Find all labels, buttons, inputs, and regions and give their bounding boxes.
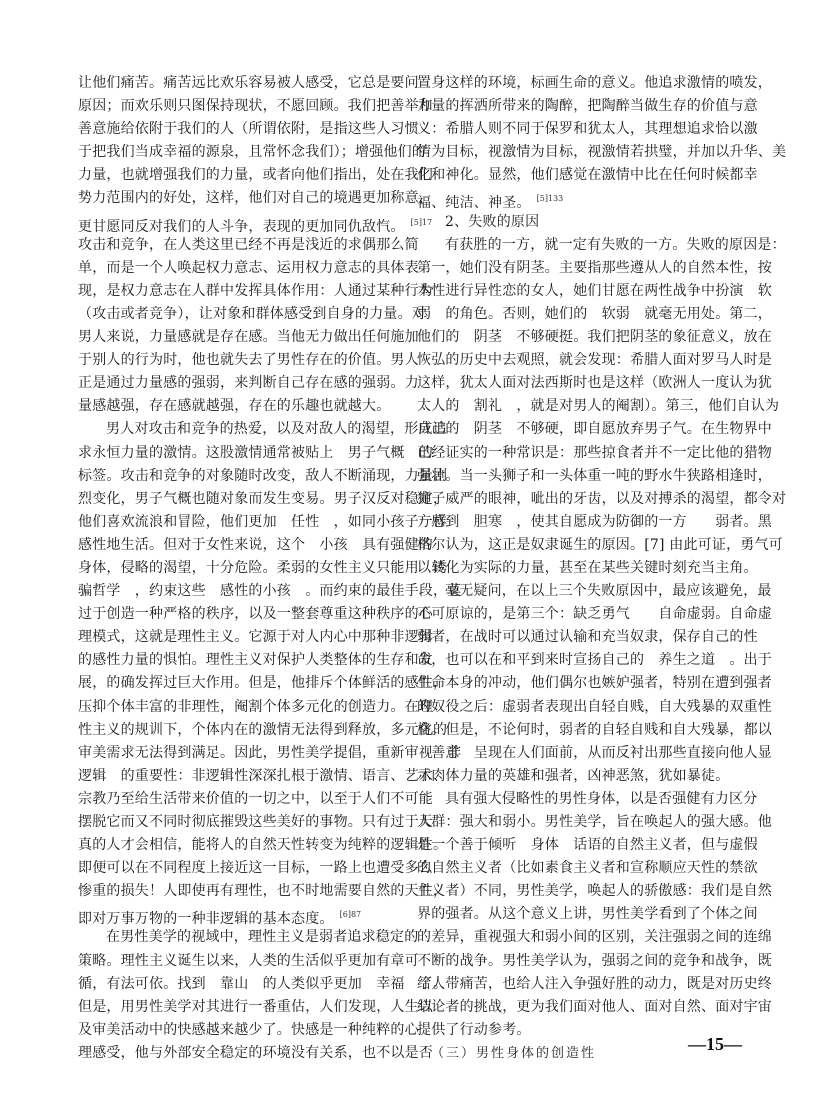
text-line <box>417 672 772 695</box>
line-text: 攻击和竞争，在人类这里已经不再是浅近的求偶那么简 <box>78 236 419 253</box>
line-text: 他们喜欢流浪和冒险，他们更加 任性 ，如同小孩子一样 <box>78 513 448 530</box>
line-text: 具有强大侵略性的男性身体，以是否强健有力区分 <box>445 790 758 807</box>
text-line <box>417 649 772 672</box>
line-text: 力量的挥洒所带来的陶醉，把陶醉当做生存的价值与意 <box>417 98 758 115</box>
text-line <box>417 719 772 742</box>
line-text: 命，也可以在和平到来时宣扬自己的 养生之道 。出于 <box>417 652 772 669</box>
line-text: 格尔认为，这正是奴隶诞生的原因。[7] 由此可证，勇气可 <box>417 536 783 553</box>
line-text: 强壮。当一头狮子和一头体重一吨的野水牛狭路相逢时， <box>417 467 772 484</box>
line-text: 结论者的挑战，更为我们面对他人、面对自然、面对宇宙 <box>417 998 772 1015</box>
citation-superscript: [6]87 <box>339 910 362 920</box>
text-line <box>78 880 448 903</box>
text-line <box>417 303 772 326</box>
text-line <box>417 326 772 349</box>
line-text: 烈变化，男子气概也随对象而发生变易。男子汉反对稳定， <box>78 490 448 507</box>
text-line <box>78 926 419 949</box>
text-line <box>78 164 433 187</box>
text-line <box>78 280 433 303</box>
text-line <box>78 626 433 649</box>
line-text: 给人带痛苦，也给人注入争强好胜的动力，既是对历史终 <box>417 975 772 992</box>
text-line <box>78 488 448 511</box>
text-line <box>417 926 772 949</box>
line-text: 这样，犹太人面对法西斯时也是这样（欧洲人一度认为犹 <box>417 375 772 392</box>
line-text: 男人对攻击和竞争的热爱，以及对敌人的渴望，形成追 <box>106 421 447 438</box>
line-text: 循，有法可依。找到 靠山 的人类似乎更加 幸福 了。 <box>78 975 448 992</box>
line-text: 界的强者。从这个意义上讲，男性美学看到了个体之间 <box>417 906 758 923</box>
text-line <box>417 442 772 465</box>
line-text: 善意 呈现在人们面前，从而反衬出那些直接向他人显 <box>417 744 772 761</box>
line-text: 示肉体力量的英雄和强者，凶神恶煞，犹如暴徒。 <box>417 767 730 784</box>
line-text: 身体，侵略的渴望，十分危险。柔弱的女性主义只能用 诱 <box>78 559 448 576</box>
text-line <box>417 973 772 996</box>
text-line <box>78 1042 433 1065</box>
line-text: 情为目标，视激情为目标，视激情若拱璧，并加以升华、美 <box>417 144 787 161</box>
text-line <box>78 372 419 395</box>
line-text: 审美需求无法得到满足。因此，男性美学提倡，重新审视 非 <box>78 744 462 761</box>
text-line <box>417 465 772 488</box>
text-line <box>417 742 772 765</box>
right-column <box>417 72 787 1065</box>
text-line <box>78 303 426 326</box>
line-text: 有获胜的一方，就一定有失败的一方。失败的原因是： <box>445 236 786 253</box>
text-line <box>78 442 433 465</box>
line-text: 恢弘的历史中去观照，就会发现：希腊人面对罗马人时是 <box>417 352 772 369</box>
line-text: 但是，用男性美学对其进行一番重估，人们发现，人生以 <box>78 998 433 1015</box>
line-text: 原因；而欢乐则只图保持现状，不愿回顾。我们把善举和 <box>78 98 433 115</box>
text-line <box>417 234 786 257</box>
text-line <box>417 811 772 834</box>
text-line <box>417 257 772 280</box>
text-line <box>78 765 448 788</box>
line-text: 太人的 割礼 ，就是对男人的阉割）。第三，他们自认为 <box>417 398 780 415</box>
text-line <box>78 511 448 534</box>
text-line <box>417 834 758 857</box>
text-line <box>417 696 772 719</box>
line-text: 毫无疑问，在以上三个失败原因中，最应该避免，最 <box>445 583 772 600</box>
page-number: —15— <box>688 1034 742 1054</box>
text-line <box>417 903 758 926</box>
text-line <box>417 395 780 418</box>
text-line <box>417 857 758 880</box>
text-line <box>78 95 433 118</box>
text-line <box>417 950 772 973</box>
text-line <box>78 696 433 719</box>
line-text: 在男性美学的视域中，理性主义是弱者追求稳定的 <box>106 929 419 946</box>
text-line <box>78 187 433 210</box>
line-text: 于把我们当成幸福的源泉，且常怀念我们）；增强他们的 <box>78 144 426 161</box>
text-line <box>78 418 447 441</box>
line-text: 理模式，这就是理性主义。它源于对人内心中那种非逻辑 <box>78 629 433 646</box>
line-text: 现，是权力意志在人群中发挥具体作用：人通过某种行为 <box>78 282 433 299</box>
line-text: 本性进行异性恋的女人，她们甘愿在两性战争中扮演 软 <box>417 282 772 299</box>
line-text: 化和神化。显然，他们感觉在激情中比在任何时候都幸 <box>417 167 758 184</box>
line-text: 过于创造一种严格的秩序，以及一整套尊重这种秩序的心 <box>78 606 433 623</box>
line-text: 格。但是，不论何时，弱者的自轻自贱和自大残暴，都以 <box>417 721 772 738</box>
citation-superscript: [5]133 <box>536 194 564 204</box>
text-line <box>417 603 772 626</box>
line-text: 标签。攻击和竞争的对象随时改变，敌人不断涌现，力量剧 <box>78 467 448 484</box>
line-text: 置身这样的环境，标画生命的意义。他追求激情的喷发， <box>417 75 772 91</box>
text-line <box>417 187 749 210</box>
text-line <box>417 534 783 557</box>
text-line <box>417 141 787 164</box>
text-line <box>78 603 433 626</box>
text-line <box>78 326 419 349</box>
text-line <box>78 857 433 880</box>
line-text: 不可原谅的，是第三个：缺乏勇气 自命虚弱。自命虚 <box>417 606 772 623</box>
line-text: 求永恒力量的激情。这股激情通常被贴上 男子气概 的 <box>78 444 433 461</box>
line-text: 男人来说，力量感就是存在感。当他无力做出任何施加 <box>78 329 419 346</box>
line-text: 是一个善于倾听 身体 话语的自然主义者，但与虚假 <box>417 837 758 854</box>
text-line <box>78 834 448 857</box>
line-text: 压抑个体丰富的非理性，阉割个体多元化的创造力。在理 <box>78 698 433 715</box>
line-text: 势力范围内的好处，这样，他们对自己的境遇更加称意， <box>78 190 433 207</box>
line-text: 更甘愿同反对我们的人斗争，表现的更加同仇敌忾。 <box>78 218 405 235</box>
line-text: 骗哲学 ，约束这些 感性的小孩 。而约束的最佳手段，莫 <box>78 583 462 600</box>
text-line <box>417 996 772 1019</box>
line-text: （三）男性身体的创造性 <box>431 1045 597 1061</box>
text-line <box>417 418 772 441</box>
text-line <box>78 580 462 603</box>
line-text: 义：希腊人则不同于保罗和犹太人，其理想追求恰以激 <box>417 121 758 138</box>
text-line <box>78 465 448 488</box>
line-text: 的差异，重视强大和弱小间的区别，关注强弱之间的连绵 <box>417 929 772 946</box>
line-text: 量感越强，存在感就越强，存在的乐趣也就越大。 <box>78 398 391 415</box>
text-line <box>417 118 758 141</box>
text-line <box>417 765 749 788</box>
line-text: 第一，她们没有阴茎。主要指那些遵从人的自然本性，按 <box>417 259 772 276</box>
line-text: 性主义的规训下，个体内在的激情无法得到释放，多元化的 <box>78 721 448 738</box>
citation-superscript: [5]17 <box>410 217 433 227</box>
line-text: 展，的确发挥过巨大作用。但是，他排斥个体鲜活的感性， <box>78 675 448 692</box>
text-line <box>78 719 448 742</box>
line-text: 理感受，他与外部安全稳定的环境没有关系，也不以是否 <box>78 1044 433 1061</box>
text-line <box>417 280 772 303</box>
left-column <box>78 72 462 1065</box>
text-line <box>417 880 772 903</box>
text-line <box>417 580 772 603</box>
line-text: 即对万事万物的一种非逻辑的基本态度。 <box>78 911 334 928</box>
line-text: 主义者）不同，男性美学，唤起人的骄傲感：我们是自然 <box>417 883 772 900</box>
line-text: 2、失败的原因 <box>445 213 540 230</box>
line-text: 即便可以在不同程度上接近这一目标，一路上也遭受多么 <box>78 860 433 877</box>
line-text: 人群：强大和弱小。男性美学，旨在唤起人的强大感。他 <box>417 814 772 830</box>
text-line <box>78 395 410 418</box>
line-text: 惨重的损失！人即使再有理性，也不时地需要自然的天性， <box>78 883 448 900</box>
text-line <box>417 164 758 187</box>
line-text: 已经证实的一种常识是：那些掠食者并不一定比他的猎物 <box>417 444 772 461</box>
text-line <box>78 534 433 557</box>
line-text: 他们的 阴茎 不够硬挺。我们把阴茎的象征意义，放在 <box>417 329 772 346</box>
line-text: 弱者，在战时可以通过认输和充当奴隶，保存自己的性 <box>417 629 758 646</box>
text-line <box>78 742 462 765</box>
text-line <box>417 626 758 649</box>
line-text: 善意施给依附于我们的人（所谓依附，是指这些人习惯 <box>78 121 419 138</box>
text-line <box>78 672 448 695</box>
line-text: 策略。理性主义诞生以来，人类的生活似乎更加有章可 <box>78 952 419 969</box>
text-line <box>417 511 772 534</box>
line-text: 弱 的角色。否则，她们的 软弱 就毫无用处。第二， <box>417 305 772 322</box>
line-text: 宗教乃至给生活带来价值的一切之中，以至于人们不可能 <box>78 790 433 807</box>
text-line <box>78 811 433 834</box>
line-text: 感性地生活。但对于女性来说，这个 小孩 具有强健的 <box>78 536 433 553</box>
text-line <box>417 95 758 118</box>
line-text: （攻击或者竞争），让对象和群体感受到自身的力量。对 <box>78 305 426 322</box>
line-text: 的感性力量的惧怕。理性主义对保护人类整体的生存和发 <box>78 652 433 669</box>
text-line <box>417 788 758 811</box>
text-line <box>78 903 410 926</box>
line-text: 福、纯洁、神圣。 <box>417 195 531 212</box>
line-text: 自己的 阴茎 不够硬，即自愿放弃男子气。在生物界中 <box>417 421 772 438</box>
text-line <box>417 372 772 395</box>
subsection-heading <box>417 211 749 234</box>
text-line <box>78 973 448 996</box>
line-text: 真的人才会相信，能将人的自然天性转变为纯粹的逻辑性。 <box>78 837 448 854</box>
text-line <box>417 72 772 95</box>
text-line <box>78 234 419 257</box>
line-text: 让他们痛苦。痛苦远比欢乐容易被人感受，它总是要问 <box>78 75 419 91</box>
text-line <box>78 141 426 164</box>
line-text: 的自然主义者（比如素食主义者和宣称顺应天性的禁欲 <box>417 860 758 877</box>
text-line <box>417 557 758 580</box>
text-line <box>78 118 419 141</box>
line-text: 生命本身的冲动，他们偶尔也嫉妒强者，特别在遭到强者 <box>417 675 772 692</box>
line-text: 摆脱它而又不同时彻底摧毁这些美好的事物。只有过于天 <box>78 814 433 830</box>
line-text: 方感到 胆寒 ，使其自愿成为防御的一方 弱者。黑 <box>417 513 772 530</box>
text-line <box>78 72 419 95</box>
line-text: 不断的战争。男性美学认为，强弱之间的竞争和战争，既 <box>417 952 772 969</box>
text-line <box>78 211 433 235</box>
line-text: 及审美活动中的快感越来越少了。快感是一种纯粹的心 <box>78 1021 419 1038</box>
text-line <box>417 488 787 511</box>
text-line <box>78 788 433 811</box>
line-text: 于别人的行为时，他也就失去了男性存在的价值。男人 <box>78 352 419 369</box>
text-line <box>78 349 419 372</box>
text-line <box>78 950 419 973</box>
text-line <box>417 349 772 372</box>
text-line <box>78 257 419 280</box>
text-line <box>78 996 433 1019</box>
line-text: 力量，也就增强我们的力量，或者向他们指出，处在我们 <box>78 167 433 184</box>
line-text: 狮子威严的眼神，呲出的牙齿，以及对搏杀的渴望，都令对 <box>417 490 787 507</box>
line-text: 正是通过力量感的强弱，来判断自己存在感的强弱。力 <box>78 375 419 392</box>
line-text: 提供了行动参考。 <box>417 1021 531 1038</box>
line-text: 以转化为实际的力量，甚至在某些关键时刻充当主角。 <box>417 559 758 576</box>
line-text: 逻辑 的重要性：非逻辑性深深扎根于激情、语言、艺术、 <box>78 767 448 784</box>
line-text: 单，而是一个人唤起权力意志、运用权力意志的具体表 <box>78 259 419 276</box>
text-line <box>78 649 433 672</box>
text-line <box>78 557 448 580</box>
line-text: 的奴役之后：虚弱者表现出自轻自贱，自大残暴的双重性 <box>417 698 772 715</box>
text-line <box>78 1019 419 1042</box>
